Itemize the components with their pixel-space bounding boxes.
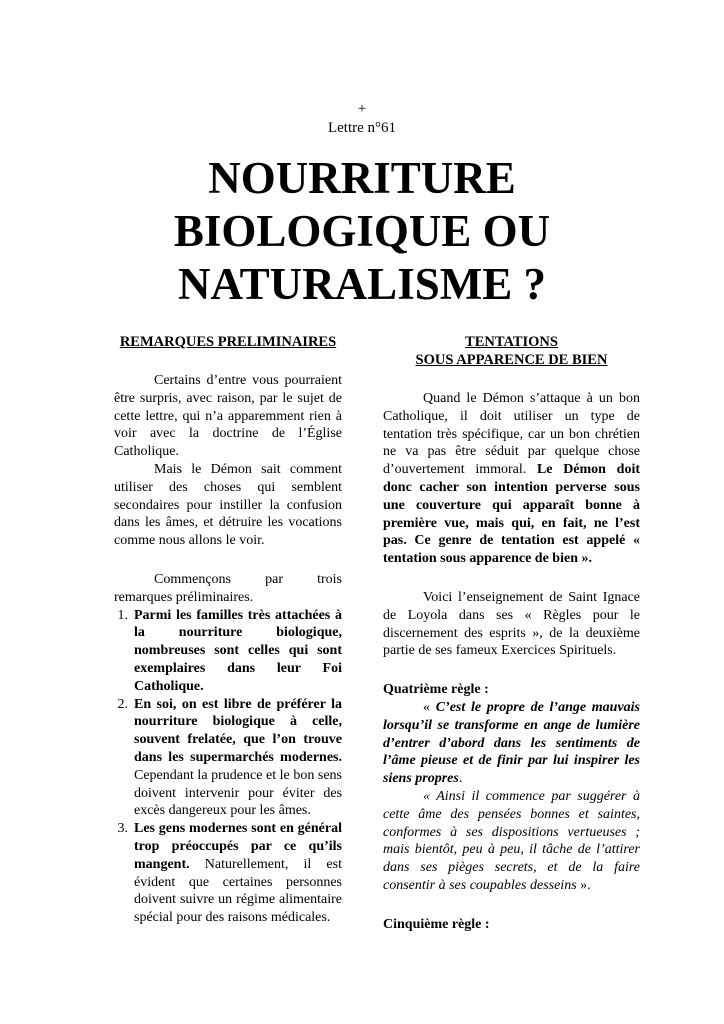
section-heading-temptations <box>383 333 640 369</box>
title-line-2: BIOLOGIQUE OU <box>173 206 551 256</box>
list-item-rest: Cependant la prudence et le bon sens doivent intervenir pour éviter des excès dangereux pour les âmes. <box>134 767 342 819</box>
list-item <box>114 607 342 696</box>
rule-title-4: Quatrième règle : <box>383 682 489 698</box>
paragraph: Voici l’enseignement de Saint Ignace de Loyola dans ses « Règles pour le discernement des esprits », de la deuxième partie de ses fameux Exercices Spirituels. <box>383 589 640 659</box>
list-number: 2. <box>117 696 128 712</box>
list-item-bold: Parmi les familles très attachées à la nourriture biologique, nombreuses sont celles qui sont exemplaires dans leur Foi Catholique. <box>134 607 342 694</box>
quote-end: . <box>458 771 463 787</box>
remarks-list <box>114 607 342 927</box>
left-column <box>114 333 342 927</box>
paragraph: Commençons par trois remarques préliminaires. <box>114 571 342 605</box>
list-item-rest: Naturellement, il est évident que certaines personnes doivent suivre un régime alimentaire spécial pour des raisons médicales. <box>134 856 342 926</box>
paragraph-bold: Le Démon doit donc cacher son intention perverse sous une couverture qui apparaît bonne à première vue, mais qui, en fait, ne l’est pas. Ce genre de tentation est appelé « tentation sous apparence de bien ». <box>383 462 640 567</box>
rule-quote-bold: C’est le propre de l’ange mauvais lorsqu’il se transforme en ange de lumière d’entrer d’abord dans les sentiments de l’âme pieuse et de finir par lui inspirer les siens propres <box>383 699 641 787</box>
rule-quote-continued <box>383 788 640 895</box>
title-line-3: NATURALISME ? <box>178 259 546 309</box>
page-title <box>0 152 724 311</box>
list-number: 1. <box>117 607 128 623</box>
list-item-bold: Les gens modernes sont en général trop préoccupés par ce qu’ils mangent. <box>134 821 342 872</box>
heading-line-2: SOUS APPARENCE DE BIEN <box>415 352 608 368</box>
rule-quote-cont: « Ainsi il commence par suggérer à cette âme des pensées bonnes et saintes, conformes à ses dispositions vertueuses ; mais bientôt, peu à peu, il tâche de l’attirer dans ses pièges secrets, et de la faire consentir à ses coupables desseins <box>383 788 640 893</box>
list-item-bold: En soi, on est libre de préférer la nourriture biologique à celle, souvent frelatée, que l’on trouve dans les supermarchés modernes. <box>134 696 342 765</box>
paragraph <box>383 390 640 568</box>
cross-symbol: + <box>357 101 367 117</box>
right-column <box>383 333 640 934</box>
rule-quote <box>383 699 640 788</box>
section-heading-preliminary: REMARQUES PRELIMINAIRES <box>119 334 337 350</box>
list-item <box>114 820 342 927</box>
rule-quote-cont-end: ». <box>576 877 591 893</box>
heading-line-1: TENTATIONS <box>465 334 558 350</box>
list-item <box>114 696 342 821</box>
paragraph: Mais le Démon sait comment utiliser des choses qui semblent secondaires pour instiller la confusion dans les âmes, et détruire les vocations comme nous allons le voir. <box>114 461 342 549</box>
letter-header <box>0 100 724 138</box>
paragraph-plain: Quand le Démon s’attaque à un bon Catholique, il doit utiliser un type de tentation très spécifique, car un bon chrétien ne va pas être séduit par quelque chose d’ouvertement immoral. <box>383 391 640 478</box>
rule-title-5: Cinquième règle : <box>383 916 490 932</box>
quote-open: « <box>423 699 436 715</box>
title-line-1: NOURRITURE <box>208 153 516 203</box>
paragraph: Certains d’entre vous pourraient être surpris, avec raison, par le sujet de cette lettre, qui n’a apparemment rien à voir avec la doctrine de l’Église Catholique. <box>114 373 342 460</box>
list-number: 3. <box>117 821 128 837</box>
letter-number: Lettre n°61 <box>327 120 397 136</box>
